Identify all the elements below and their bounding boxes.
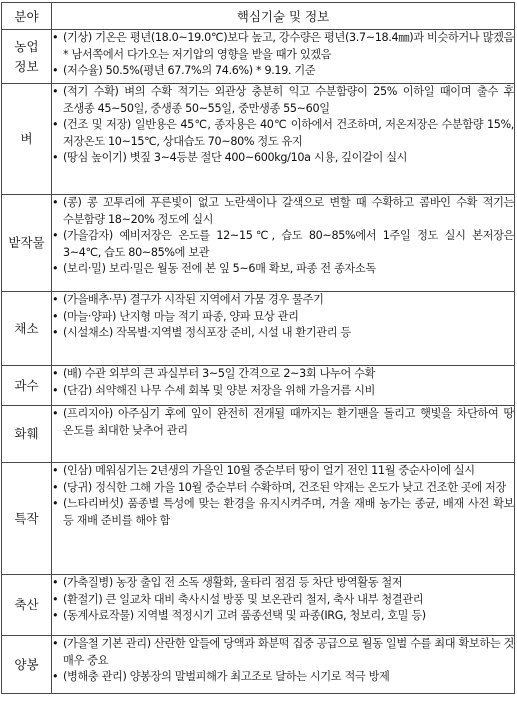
item-text: (건조 및 저장) 일반용은 45℃, 종자용은 40℃ 이하에서 건조하며, 저온저장은 수분함량 15%, 저장온도 10~15℃, 상대습도 70~80% 정도 유지 — [63, 118, 514, 148]
table-header-row — [2, 3, 515, 30]
category-label: 벼 — [20, 131, 33, 146]
bullet-icon: • — [52, 31, 59, 44]
list-item — [52, 325, 514, 342]
item-text: (땅심 높이기) 볏짚 3~4등분 절단 400~600kg/10a 시용, 깊이갈이 실시 — [63, 151, 408, 165]
item-text: (인삼) 메워심기는 2년생의 가을인 10월 중순부터 땅이 얼기 전인 11월 중순사이에 실시 — [63, 464, 475, 477]
row-content — [52, 366, 515, 406]
item-text: (가을배추·무) 결구가 시작된 지역에서 가뭄 경우 물주기 — [63, 293, 324, 306]
bullet-icon: • — [52, 592, 59, 606]
list-item — [52, 261, 514, 278]
row-category — [2, 84, 52, 195]
bullet-icon: • — [52, 229, 59, 243]
bullet-icon: • — [52, 464, 59, 477]
bullet-icon: • — [52, 262, 59, 276]
table-row — [2, 406, 515, 463]
category-label: 밭작물 — [8, 235, 45, 250]
bullet-icon: • — [52, 407, 59, 420]
bullet-icon: • — [52, 576, 59, 589]
list-item — [52, 480, 514, 497]
list-item — [52, 575, 514, 592]
list-item — [52, 636, 514, 669]
item-text: (저수율) 50.5%(평년 67.7%의 74.6%) * 9.19. 기준 — [63, 64, 316, 78]
row-content — [52, 406, 515, 463]
item-text: (가을감자) 예비저장은 온도를 12~15℃, 습도 80~85%에서 1주일 정도 실시 본저장은 3~4℃, 습도 80~85%에 보관 — [63, 229, 514, 259]
item-text: (병해충 관리) 양봉장의 말벌피해가 최고조로 달하는 시기로 적극 방제 — [63, 670, 390, 684]
list-item — [52, 669, 514, 686]
list-item — [52, 463, 514, 480]
row-content — [52, 575, 515, 636]
table-row — [2, 292, 515, 366]
category-label: 정보 — [14, 58, 39, 74]
bullet-icon: • — [52, 85, 59, 98]
bullet-icon: • — [52, 497, 59, 511]
table-row — [2, 575, 515, 636]
list-item — [52, 228, 514, 261]
item-text: (프리지아) 아주심기 후에 잎이 완전히 전개될 때까지는 환기팬을 돌리고 햇빛을 차단하여 땅 온도를 최대한 낮추어 관리 — [63, 407, 514, 437]
list-item — [52, 292, 514, 309]
row-content — [52, 30, 515, 84]
row-category — [2, 636, 52, 694]
item-text: (환절기) 큰 일교차 대비 축사시설 방풍 및 보온관리 철저, 축사 내부 청결관리 — [63, 592, 424, 606]
header-category: 분야 — [2, 3, 52, 30]
item-text: (동계사료작물) 지역별 적정시기 고려 품종선택 및 파종(IRG, 청보리, 호밀 등) — [63, 609, 426, 623]
category-label: 과수 — [14, 377, 39, 393]
list-item — [52, 117, 514, 150]
list-item — [52, 592, 514, 609]
category-label: 특작 — [14, 510, 39, 526]
bullet-icon: • — [52, 383, 59, 397]
list-item — [52, 406, 514, 439]
item-text: (적기 수확) 벼의 수확 적기는 외관상 충분히 익고 수분함량이 25% 이하일 때이며 출수 후 조생종 45~50일, 중생종 50~55일, 중만생종 55~60일 — [63, 85, 514, 115]
bullet-icon: • — [52, 480, 59, 494]
category-label: 축산 — [14, 597, 39, 612]
list-item — [52, 84, 514, 117]
row-category — [2, 406, 52, 463]
table-row — [2, 195, 515, 292]
list-item — [52, 309, 514, 326]
bullet-icon: • — [52, 637, 59, 650]
table-row — [2, 636, 515, 694]
row-category — [2, 575, 52, 636]
bullet-icon: • — [52, 609, 59, 623]
row-category — [2, 292, 52, 366]
category-label: 양봉 — [14, 656, 39, 672]
item-text: (마늘·양파) 난지형 마늘 적기 파종, 양파 묘상 관리 — [63, 309, 299, 323]
bullet-icon: • — [52, 309, 59, 323]
row-content — [52, 292, 515, 366]
item-text: (배) 수관 외부의 큰 과실부터 3~5일 간격으로 2~3회 나누어 수확 — [63, 367, 376, 380]
category-label: 화훼 — [14, 426, 39, 441]
row-category — [2, 30, 52, 84]
bullet-icon: • — [52, 196, 59, 209]
row-category — [2, 463, 52, 575]
table-body — [2, 30, 515, 694]
list-item — [52, 150, 514, 167]
table-row — [2, 366, 515, 406]
row-content — [52, 636, 515, 694]
bullet-icon: • — [52, 670, 59, 684]
table-row — [2, 30, 515, 84]
category-label: 농업 — [14, 38, 39, 54]
row-content — [52, 195, 515, 292]
list-item — [52, 63, 514, 80]
row-content — [52, 463, 515, 575]
bullet-icon: • — [52, 326, 59, 340]
bullet-icon: • — [52, 367, 59, 380]
table-row — [2, 463, 515, 575]
list-item — [52, 608, 514, 625]
category-label: 채소 — [14, 320, 39, 336]
item-text: (콩) 콩 꼬투리에 푸른빛이 없고 노란색이나 갈색으로 변할 때 수확하고 콤바인 수확 적기는 수분함량 18~20% 정도에 실시 — [63, 196, 514, 226]
bullet-icon: • — [52, 151, 59, 165]
item-text: (당귀) 정식한 그해 가을 10월 중순부터 수확하며, 건조된 약재는 온도가 낮고 건조한 곳에 저장 — [63, 480, 506, 494]
bullet-icon: • — [52, 293, 59, 306]
item-text: (단감) 쇠약해진 나무 수세 회복 및 양분 저장을 위해 가을거름 시비 — [63, 383, 375, 397]
table-row — [2, 84, 515, 195]
item-text: (가을철 기본 관리) 산란한 알들에 당액과 화분떡 집중 공급으로 월동 일벌 수를 최대 확보하는 것 매우 중요 — [63, 637, 514, 667]
list-item — [52, 496, 514, 529]
item-text: (기상) 기온은 평년(18.0~19.0℃)보다 높고, 강수량은 평년(3.7~18.4㎜)과 비슷하거나 많겠음 * 남서쪽에서 다가오는 저기압의 영향을 받을 때가 있겠음 — [63, 31, 514, 61]
list-item — [52, 366, 514, 383]
item-text: (가축질병) 농장 출입 전 소독 생활화, 울타리 점검 등 차단 방역활동 철저 — [63, 576, 403, 589]
item-text: (느타리버섯) 품종별 특성에 맞는 환경을 유지시켜주며, 겨울 재배 농가는 종균, 배재 사전 확보 등 재배 준비를 해야 함 — [63, 497, 514, 527]
row-category — [2, 366, 52, 406]
item-text: (보리·밀) 보리·밀은 월동 전에 본 잎 5~6매 확보, 파종 전 종자소독 — [63, 262, 376, 276]
agri-info-table — [1, 2, 515, 694]
list-item — [52, 383, 514, 400]
bullet-icon: • — [52, 118, 59, 132]
item-text: (시설채소) 작목별·지역별 정식포장 준비, 시설 내 환기관리 등 — [63, 326, 351, 340]
header-content: 핵심기술 및 정보 — [52, 3, 515, 30]
row-category — [2, 195, 52, 292]
bullet-icon: • — [52, 64, 59, 78]
list-item — [52, 30, 514, 63]
row-content — [52, 84, 515, 195]
list-item — [52, 195, 514, 228]
